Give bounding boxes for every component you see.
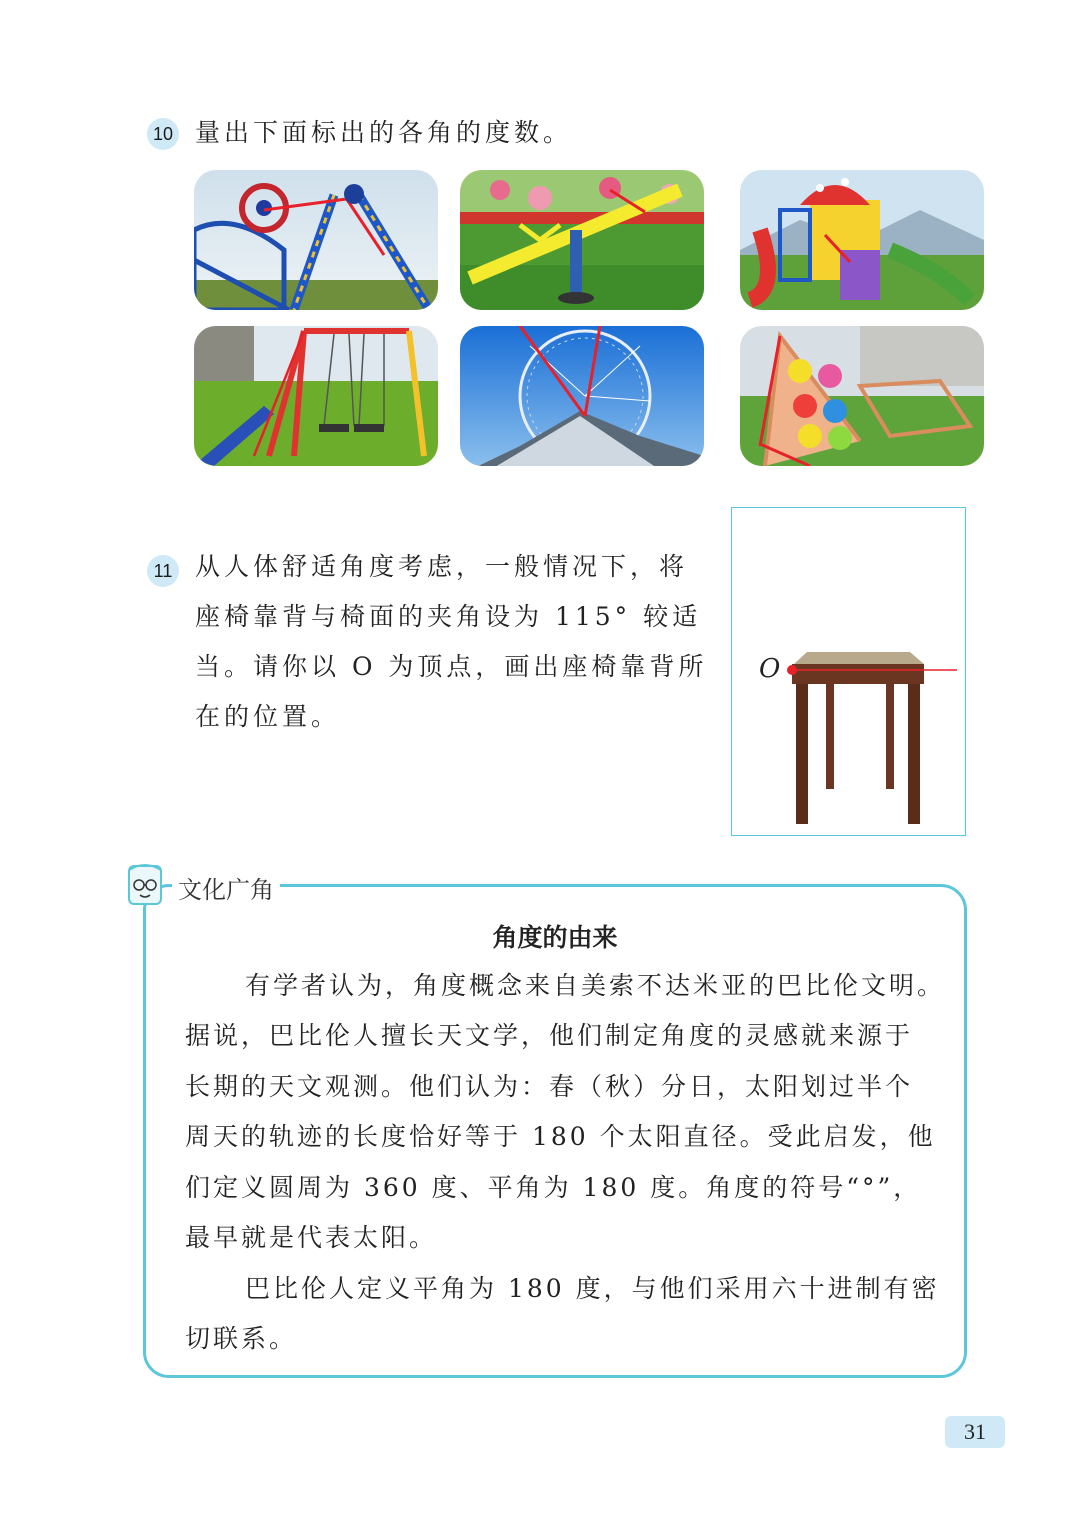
culture-section-label: 文化广角 <box>172 870 280 905</box>
playground-slide-photo <box>740 170 984 310</box>
article-line-1: 有学者认为，角度概念来自美索不达米亚的巴比伦文明。 <box>245 971 946 1000</box>
book-mascot-icon <box>124 858 168 908</box>
climbing-frame-photo <box>740 326 984 466</box>
article-line-8: 切联系。 <box>185 1324 298 1353</box>
swing-set-photo <box>194 326 438 466</box>
vertex-label: O <box>759 654 781 684</box>
article-title: 角度的由来 <box>492 923 618 952</box>
ferris-wheel-photo <box>460 326 704 466</box>
article-line-5: 们定义圆周为 360 度、平角为 180 度。角度的符号“°”， <box>185 1173 922 1202</box>
article-line-6: 最早就是代表太阳。 <box>185 1223 438 1252</box>
article-line-2: 据说，巴比伦人擅长天文学，他们制定角度的灵感就来源于 <box>185 1021 914 1050</box>
question-11-line-2: 座椅靠背与椅面的夹角设为 115° 较适 <box>195 602 702 631</box>
article-line-3: 长期的天文观测。他们认为：春（秋）分日，太阳划过半个 <box>185 1072 914 1101</box>
article-line-4: 周天的轨迹的长度恰好等于 180 个太阳直径。受此启发，他 <box>185 1122 936 1151</box>
question-11-line-1: 从人体舒适角度考虑，一般情况下，将 <box>195 552 689 581</box>
question-number-badge: 10 <box>147 118 179 150</box>
pendulum-ride-photo <box>194 170 438 310</box>
article-line-7: 巴比伦人定义平角为 180 度，与他们采用六十进制有密 <box>245 1274 940 1303</box>
seesaw-photo <box>460 170 704 310</box>
question-11-line-4: 在的位置。 <box>195 702 341 731</box>
question-number-badge: 11 <box>147 555 179 587</box>
page-number: 31 <box>945 1416 1005 1448</box>
question-10-text: 量出下面标出的各角的度数。 <box>195 118 573 147</box>
question-11-line-3: 当。请你以 O 为顶点，画出座椅靠背所 <box>195 652 708 681</box>
